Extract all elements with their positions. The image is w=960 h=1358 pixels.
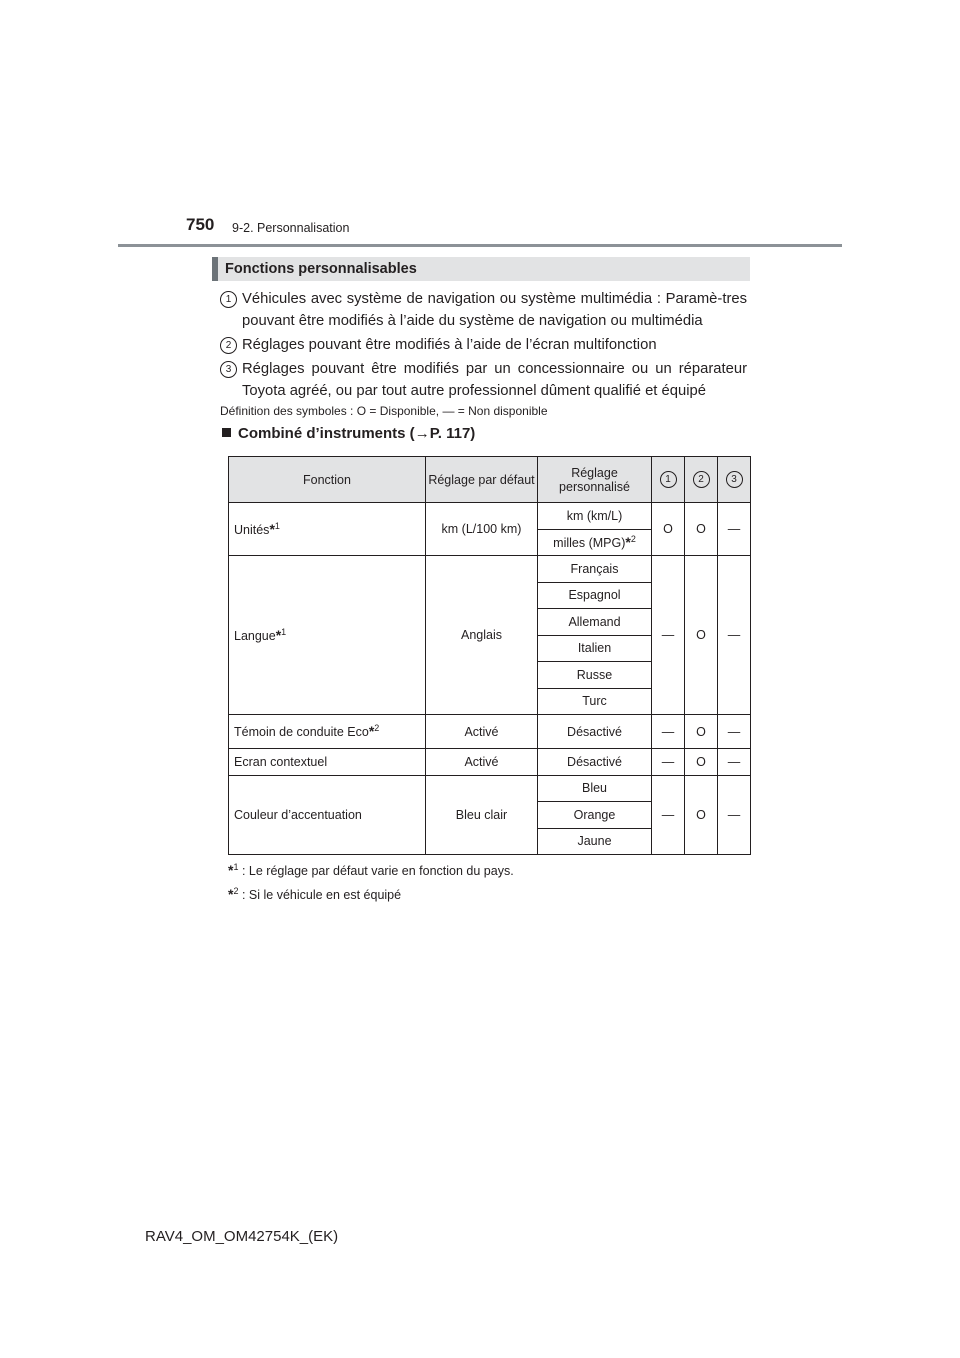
option-value: Espagnol bbox=[538, 582, 652, 609]
table-row-ecran bbox=[229, 749, 751, 776]
table-header-row bbox=[229, 457, 751, 503]
row-label: Ecran contextuel bbox=[229, 749, 426, 776]
availability-1: — bbox=[652, 556, 685, 715]
page-reference[interactable]: P. 117) bbox=[429, 425, 476, 442]
header-fonction: Fonction bbox=[229, 457, 426, 503]
legend-text: Réglages pouvant être modifiés par un concessionnaire ou un réparateur Toyota agréé, ou par tout autre professionnel dûment qualifié et équipé bbox=[242, 361, 747, 399]
settings-table bbox=[228, 456, 751, 855]
option-value: km (km/L) bbox=[538, 503, 652, 530]
legend-item-1 bbox=[220, 288, 747, 332]
default-value: Activé bbox=[426, 749, 538, 776]
footnote-1: *$^1$ : Le réglage par défaut varie en fonction du pays. bbox=[228, 862, 514, 879]
number-3-icon: 3 bbox=[220, 361, 237, 378]
header-defaut: Réglage par défaut bbox=[426, 457, 538, 503]
availability-2: O bbox=[685, 715, 718, 749]
header-col-2 bbox=[685, 457, 718, 503]
availability-1: — bbox=[652, 715, 685, 749]
section-header bbox=[212, 257, 750, 281]
default-value: Bleu clair bbox=[426, 775, 538, 855]
table-row-couleur bbox=[229, 775, 751, 802]
availability-2: O bbox=[685, 556, 718, 715]
number-1-icon: 1 bbox=[220, 291, 237, 308]
option-value: Orange bbox=[538, 802, 652, 829]
option-value: Allemand bbox=[538, 609, 652, 636]
subsection-label: Combiné d’instruments ( bbox=[238, 425, 415, 442]
number-2-icon: 2 bbox=[693, 471, 710, 488]
row-label: Unités*$^1$ bbox=[229, 503, 426, 556]
availability-1: — bbox=[652, 749, 685, 776]
option-value: Français bbox=[538, 556, 652, 583]
option-value: Jaune bbox=[538, 828, 652, 855]
number-3-icon: 3 bbox=[726, 471, 743, 488]
row-label: Couleur d’accentuation bbox=[229, 775, 426, 855]
section-title: Fonctions personnalisables bbox=[225, 261, 417, 277]
header-perso: Réglage personnalisé bbox=[538, 457, 652, 503]
option-value: Désactivé bbox=[538, 749, 652, 776]
footnote-2: *$^2$ : Si le véhicule en est équipé bbox=[228, 886, 402, 903]
legend-text: Véhicules avec système de navigation ou système multimédia : Paramè-tres pouvant être modifiés à l’aide du système de navigation ou multimédia bbox=[242, 291, 747, 329]
number-2-icon: 2 bbox=[220, 337, 237, 354]
availability-2: O bbox=[685, 749, 718, 776]
square-bullet-icon bbox=[222, 428, 231, 437]
symbol-definition: Définition des symboles : O = Disponible, — = Non disponible bbox=[220, 404, 548, 418]
legend-item-3 bbox=[220, 358, 747, 402]
table-row-eco bbox=[229, 715, 751, 749]
availability-3: — bbox=[718, 775, 751, 855]
default-value: Anglais bbox=[426, 556, 538, 715]
availability-3: — bbox=[718, 556, 751, 715]
availability-2: O bbox=[685, 503, 718, 556]
option-value: Italien bbox=[538, 635, 652, 662]
availability-3: — bbox=[718, 749, 751, 776]
legend-text: Réglages pouvant être modifiés à l’aide de l’écran multifonction bbox=[242, 337, 657, 353]
availability-1: — bbox=[652, 775, 685, 855]
availability-1: O bbox=[652, 503, 685, 556]
document-code: RAV4_OM_OM42754K_(EK) bbox=[145, 1228, 339, 1245]
number-1-icon: 1 bbox=[660, 471, 677, 488]
table-row-langue bbox=[229, 556, 751, 583]
page-number: 750 bbox=[186, 215, 215, 234]
availability-3: — bbox=[718, 715, 751, 749]
header-col-3 bbox=[718, 457, 751, 503]
default-value: km (L/100 km) bbox=[426, 503, 538, 556]
chapter-title: 9-2. Personnalisation bbox=[232, 221, 350, 235]
header-col-1 bbox=[652, 457, 685, 503]
option-value: milles (MPG)*$^2$ bbox=[538, 529, 652, 556]
option-value: Turc bbox=[538, 688, 652, 715]
default-value: Activé bbox=[426, 715, 538, 749]
table-row-unites bbox=[229, 503, 751, 530]
option-value: Désactivé bbox=[538, 715, 652, 749]
legend-item-2 bbox=[220, 334, 747, 356]
arrow-icon: → bbox=[414, 425, 430, 442]
availability-2: O bbox=[685, 775, 718, 855]
header-rule bbox=[118, 244, 842, 247]
section-accent bbox=[212, 257, 218, 281]
row-label: Témoin de conduite Eco*$^2$ bbox=[229, 715, 426, 749]
availability-3: — bbox=[718, 503, 751, 556]
option-value: Bleu bbox=[538, 775, 652, 802]
subsection-title bbox=[222, 425, 475, 442]
row-label: Langue*$^1$ bbox=[229, 556, 426, 715]
option-value: Russe bbox=[538, 662, 652, 689]
